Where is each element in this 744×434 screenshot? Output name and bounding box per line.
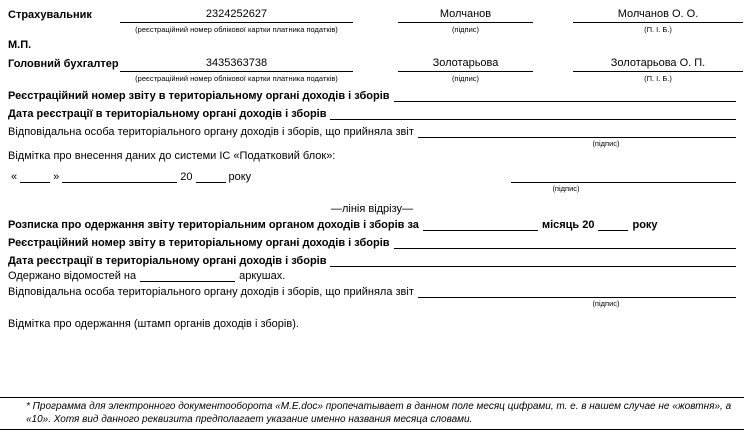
accountant-tax-number-field (120, 57, 353, 84)
insurer-tax-number: 2324252627 (120, 8, 353, 23)
receipt-reg-number-line (8, 236, 736, 249)
footnote-text: * Программа для электронного документооборота «M.E.doc» пропечатывает в данном поле месяц цифрами, т. е. в нашем случае не «жовтня», а «10». Хотя вид данного реквизита предполагает указание именно названия месяца словами. (26, 401, 732, 425)
accountant-fullname-caption: (П. І. Б.) (644, 73, 672, 83)
responsible-line (8, 125, 736, 138)
month-blank (62, 171, 177, 183)
accountant-signature-caption: (підпис) (451, 73, 480, 83)
responsible-blank (418, 125, 736, 138)
accountant-row (8, 57, 736, 84)
reg-number-blank (394, 89, 736, 102)
day-blank (20, 171, 50, 183)
receipt-title-month: місяць 20 (541, 218, 595, 231)
receipt-responsible-line (8, 285, 736, 298)
accountant-label: Головний бухгалтер (8, 57, 119, 70)
taxblock-signature-blank (511, 170, 736, 183)
sheets-suffix: аркушах. (239, 269, 286, 282)
accountant-fullname-field (573, 57, 743, 84)
receipt-reg-number-label: Реєстраційний номер звіту в територіальному органі доходів і зборів (8, 236, 390, 249)
insurer-label: Страхувальник (8, 9, 92, 21)
receipt-reg-number-blank (394, 236, 736, 249)
insurer-tax-number-field (120, 8, 353, 35)
receipt-reg-date-blank (330, 254, 736, 267)
quote-open: « (11, 170, 18, 183)
year-blank (196, 171, 226, 183)
cut-line: —лінія відрізу— (330, 202, 414, 215)
accountant-tax-number: 3435363738 (120, 57, 353, 72)
insurer-tax-number-caption: (реєстраційний номер облікової картки платника податків) (135, 25, 338, 34)
year-word: року (228, 170, 252, 183)
receipt-title-suffix: року (632, 218, 658, 231)
stamp-mark-line: Відмітка про одержання (штамп органів доходів і зборів). (8, 317, 299, 330)
footnote-block (0, 397, 744, 430)
reg-number-line (8, 89, 736, 102)
insurer-signature: Молчанов (398, 8, 533, 23)
accountant-signature-field (398, 57, 533, 84)
reg-date-blank (330, 107, 736, 120)
sheets-prefix: Одержано відомостей на (8, 269, 137, 282)
taxblock-mark-label: Відмітка про внесення даних до системи ІС «Податковий блок»: (8, 149, 336, 162)
accountant-signature: Золотарьова (398, 57, 533, 72)
reg-date-line (8, 107, 736, 120)
receipt-responsible-blank (418, 285, 736, 298)
stamp-place-label: М.П. (8, 38, 32, 51)
taxblock-mark-line (8, 150, 736, 162)
receipt-responsible-label: Відповідальна особа територіального органу доходів і зборів, що прийняла звіт (8, 285, 414, 298)
sheets-line (8, 270, 736, 282)
sheets-blank (140, 270, 235, 282)
insurer-row (8, 8, 736, 35)
taxblock-date-row (8, 170, 736, 183)
receipt-year-blank (598, 219, 628, 231)
reg-number-label: Реєстраційний номер звіту в територіальному органі доходів і зборів (8, 89, 390, 102)
insurer-signature-field (398, 8, 533, 35)
quote-close: » (53, 170, 60, 183)
taxblock-signature-caption: (підпис) (552, 183, 580, 193)
year-prefix: 20 (180, 170, 193, 183)
receipt-reg-date-line (8, 254, 736, 267)
insurer-fullname: Молчанов О. О. (573, 8, 743, 23)
receipt-reg-date-label: Дата реєстрації в територіальному органі доходів і зборів (8, 254, 327, 267)
insurer-fullname-field (573, 8, 743, 35)
receipt-title-line (8, 219, 736, 231)
insurer-signature-caption: (підпис) (451, 25, 480, 34)
receipt-signature-caption: (підпис) (592, 298, 620, 308)
receipt-title-prefix: Розписка про одержання звіту територіальним органом доходів і зборів за (8, 218, 419, 231)
accountant-tax-number-caption: (реєстраційний номер облікової картки платника податків) (135, 73, 338, 83)
accountant-fullname: Золотарьова О. П. (573, 57, 743, 72)
receipt-month-blank (423, 219, 538, 231)
responsible-signature-caption: (підпис) (592, 138, 620, 148)
reg-date-label: Дата реєстрації в територіальному органі доходів і зборів (8, 107, 327, 120)
insurer-fullname-caption: (П. І. Б.) (644, 25, 672, 34)
responsible-label: Відповідальна особа територіального органу доходів і зборів, що прийняла звіт (8, 125, 414, 138)
